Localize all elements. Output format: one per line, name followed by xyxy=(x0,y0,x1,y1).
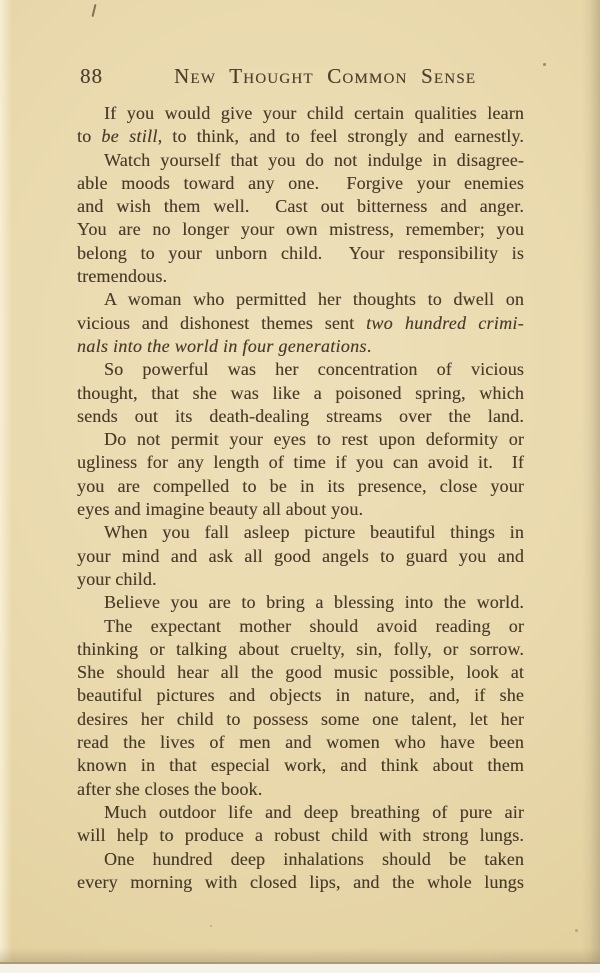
text-segment: ugliness for any length of time if you can avoid it. If xyxy=(77,452,524,473)
text-segment: will help to produce a robust child with strong lungs. xyxy=(77,825,524,846)
text-segment: Do not permit your eyes to rest upon deformity or xyxy=(104,429,524,450)
text-segment: So powerful was her concentration of vicious xyxy=(104,359,524,380)
text-line xyxy=(77,591,524,614)
text-segment: She should hear all the good music possible, look at xyxy=(77,662,524,683)
text-line xyxy=(77,475,524,498)
page-right-edge xyxy=(582,0,600,962)
text-segment: thought, that she was like a poisoned spring, which xyxy=(77,382,524,403)
text-line xyxy=(77,754,524,777)
text-line xyxy=(77,358,524,381)
text-line xyxy=(77,871,524,894)
text-line xyxy=(77,288,524,311)
page-left-edge xyxy=(0,0,12,962)
text-segment: thinking or talking about cruelty, sin, folly, or sorrow. xyxy=(77,638,524,659)
text-line xyxy=(77,149,524,172)
text-segment: When you fall asleep picture beautiful things in xyxy=(104,522,524,543)
text-line xyxy=(77,568,524,591)
text-line xyxy=(77,498,524,521)
text-segment: . xyxy=(366,335,372,356)
text-segment: If you would give your child certain qualities learn xyxy=(104,103,524,123)
text-segment: to xyxy=(77,126,102,147)
text-line xyxy=(77,335,524,358)
text-segment: read the lives of men and women who have been xyxy=(77,732,524,753)
text-line xyxy=(77,545,524,568)
text-line xyxy=(77,405,524,428)
paper-speck xyxy=(575,929,578,932)
text-segment: known in that especial work, and think about them xyxy=(77,755,524,776)
page-header xyxy=(77,64,526,92)
text-segment: and wish them well. Cast out bitterness and anger. xyxy=(77,196,524,217)
pen-mark xyxy=(91,4,96,17)
text-line xyxy=(77,125,524,148)
text-segment: vicious and dishonest themes sent xyxy=(77,312,367,333)
text-segment: after she closes the book. xyxy=(77,778,263,799)
text-line xyxy=(77,615,524,638)
text-line xyxy=(77,242,524,265)
text-line xyxy=(77,521,524,544)
text-line xyxy=(77,801,524,824)
text-line xyxy=(77,778,524,801)
italic-text-segment: be still xyxy=(101,126,158,147)
paper-speck xyxy=(210,925,212,927)
text-line xyxy=(77,265,524,288)
page-bottom-shadow xyxy=(0,948,600,962)
text-line xyxy=(77,102,524,125)
text-line xyxy=(77,848,524,871)
text-segment: your mind and ask all good angels to guard you and xyxy=(77,545,524,566)
text-line xyxy=(77,708,524,731)
page-number: 88 xyxy=(80,64,103,88)
italic-text-segment: two hundred crimi- xyxy=(366,312,524,333)
text-line xyxy=(77,195,524,218)
text-segment: One hundred deep inhalations should be taken xyxy=(104,848,524,869)
text-segment: A woman who permitted her thoughts to dwell on xyxy=(104,289,524,310)
text-segment: sends out its death-dealing streams over the land. xyxy=(77,405,524,426)
text-line xyxy=(77,638,524,661)
text-segment: , to think, and to feel strongly and earnestly. xyxy=(157,126,524,147)
text-segment: Much outdoor life and deep breathing of pure air xyxy=(104,801,524,822)
running-title: New Thought Common Sense xyxy=(174,64,477,88)
text-segment: you are compelled to be in its presence, close your xyxy=(77,475,524,496)
scanner-background-strip xyxy=(0,962,600,973)
text-segment: The expectant mother should avoid reading or xyxy=(104,615,524,636)
text-segment: eyes and imagine beauty all about you. xyxy=(77,499,364,520)
text-line xyxy=(77,312,524,335)
text-line xyxy=(77,824,524,847)
text-segment: You are no longer your own mistress, remember; you xyxy=(77,219,524,240)
text-line xyxy=(77,382,524,405)
text-line xyxy=(77,451,524,474)
text-line xyxy=(77,731,524,754)
page-body xyxy=(77,102,524,894)
text-line xyxy=(77,661,524,684)
italic-text-segment: nals into the world in four generations xyxy=(77,335,367,356)
text-segment: desires her child to possess some one talent, let her xyxy=(77,708,524,729)
text-segment: your child. xyxy=(77,568,157,589)
text-line xyxy=(77,218,524,241)
text-segment: tremendous. xyxy=(77,266,168,287)
text-segment: Watch yourself that you do not indulge in disagree- xyxy=(104,149,524,170)
text-segment: beautiful pictures and objects in nature, and, if she xyxy=(77,685,524,706)
text-segment: Believe you are to bring a blessing into the world. xyxy=(104,592,524,613)
paper-speck xyxy=(543,63,546,66)
text-segment: able moods toward any one. Forgive your enemies xyxy=(77,172,524,193)
text-line xyxy=(77,172,524,195)
text-segment: belong to your unborn child. Your responsibility is xyxy=(77,242,524,263)
text-segment: every morning with closed lips, and the whole lungs xyxy=(77,871,524,892)
text-line xyxy=(77,684,524,707)
text-line xyxy=(77,428,524,451)
